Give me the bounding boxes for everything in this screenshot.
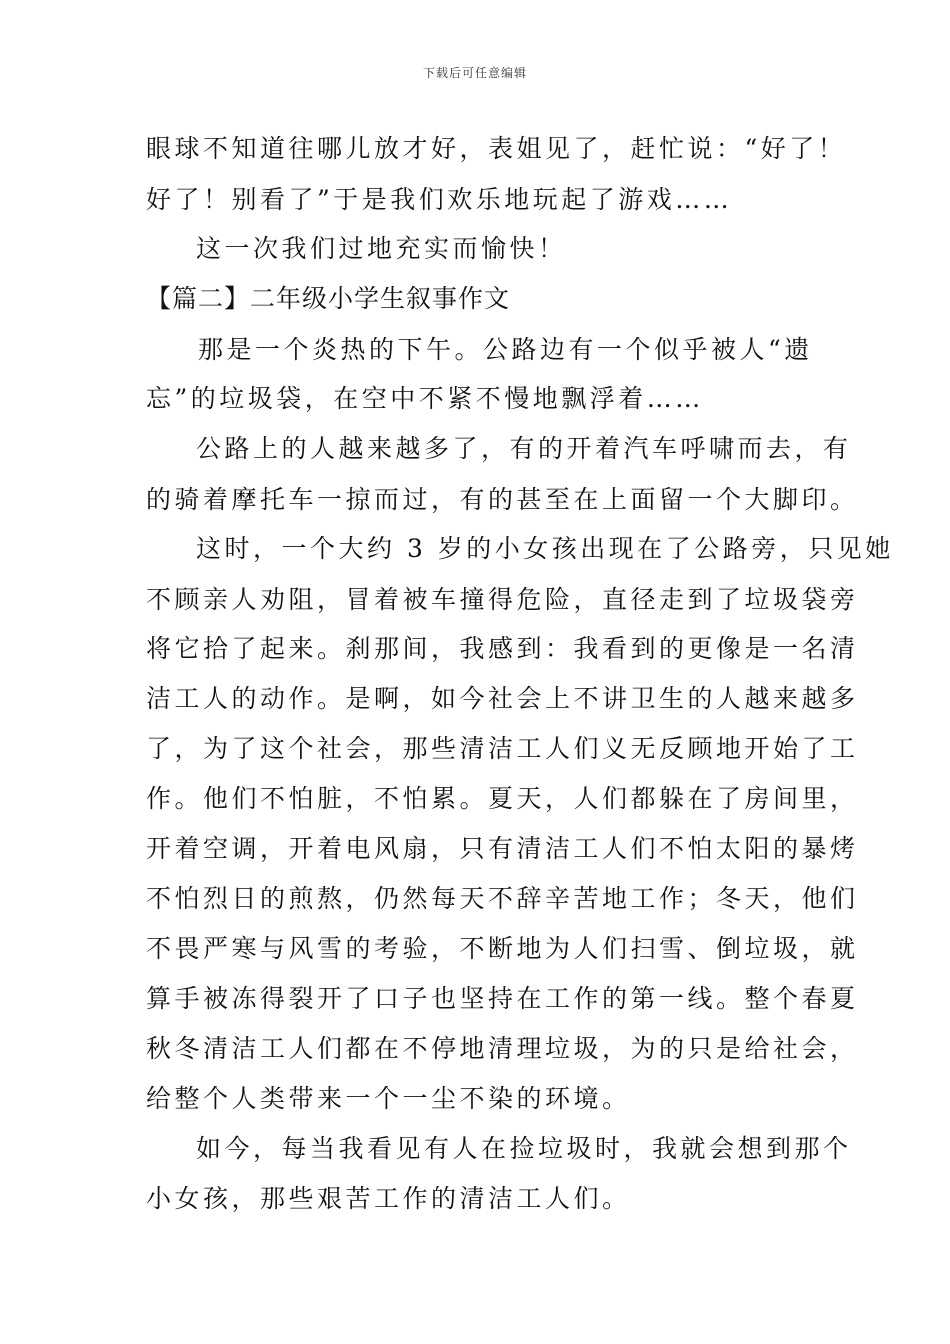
text-line: 作。他们不怕脏，不怕累。夏天，人们都躲在了房间里， xyxy=(146,784,859,813)
text-line: 不畏严寒与风雪的考验，不断地为人们扫雪、倒垃圾，就 xyxy=(146,934,859,963)
text-line: 这一次我们过地充实而愉快！ xyxy=(196,234,567,263)
text-line: 洁工人的动作。是啊，如今社会上不讲卫生的人越来越多 xyxy=(146,684,859,713)
text-line: 秋冬清洁工人们都在不停地清理垃圾，为的只是给社会， xyxy=(146,1034,859,1063)
text-line: 不怕烈日的煎熬，仍然每天不辞辛苦地工作；冬天，他们 xyxy=(146,884,859,913)
text-line: 如今，每当我看见有人在捡垃圾时，我就会想到那个 xyxy=(196,1134,852,1163)
text-line: 了，为了这个社会，那些清洁工人们义无反顾地开始了工 xyxy=(146,734,859,763)
text-line: 的骑着摩托车一掠而过，有的甚至在上面留一个大脚印。 xyxy=(146,485,859,514)
text-line: 算手被冻得裂开了口子也坚持在工作的第一线。整个春夏 xyxy=(146,984,859,1013)
text-line: 眼球不知道往哪儿放才好，表姐见了，赶忙说：“好了！ xyxy=(146,134,847,163)
text-line: 那是一个炎热的下午。公路边有一个似乎被人“遗 xyxy=(198,335,813,364)
text-line: 开着空调，开着电风扇，只有清洁工人们不怕太阳的暴烤 xyxy=(146,834,859,863)
page-header: 下载后可任意编辑 xyxy=(422,66,527,80)
text-line: 不顾亲人劝阻，冒着被车撞得危险，直径走到了垃圾袋旁 xyxy=(146,585,859,614)
text-line: 好了！别看了”于是我们欢乐地玩起了游戏…… xyxy=(146,185,733,214)
text-line: 忘”的垃圾袋，在空中不紧不慢地飘浮着…… xyxy=(146,384,704,413)
text-line: 给整个人类带来一个一尘不染的环境。 xyxy=(146,1084,631,1113)
section-heading: 【篇二】二年级小学生叙事作文 xyxy=(146,284,511,313)
text-line: 这时，一个大约 3 岁的小女孩出现在了公路旁，只见她 xyxy=(196,534,894,563)
text-line: 小女孩，那些艰苦工作的清洁工人们。 xyxy=(146,1184,631,1213)
text-line: 公路上的人越来越多了，有的开着汽车呼啸而去，有 xyxy=(196,434,852,463)
text-line: 将它拾了起来。刹那间，我感到：我看到的更像是一名清 xyxy=(146,634,859,663)
